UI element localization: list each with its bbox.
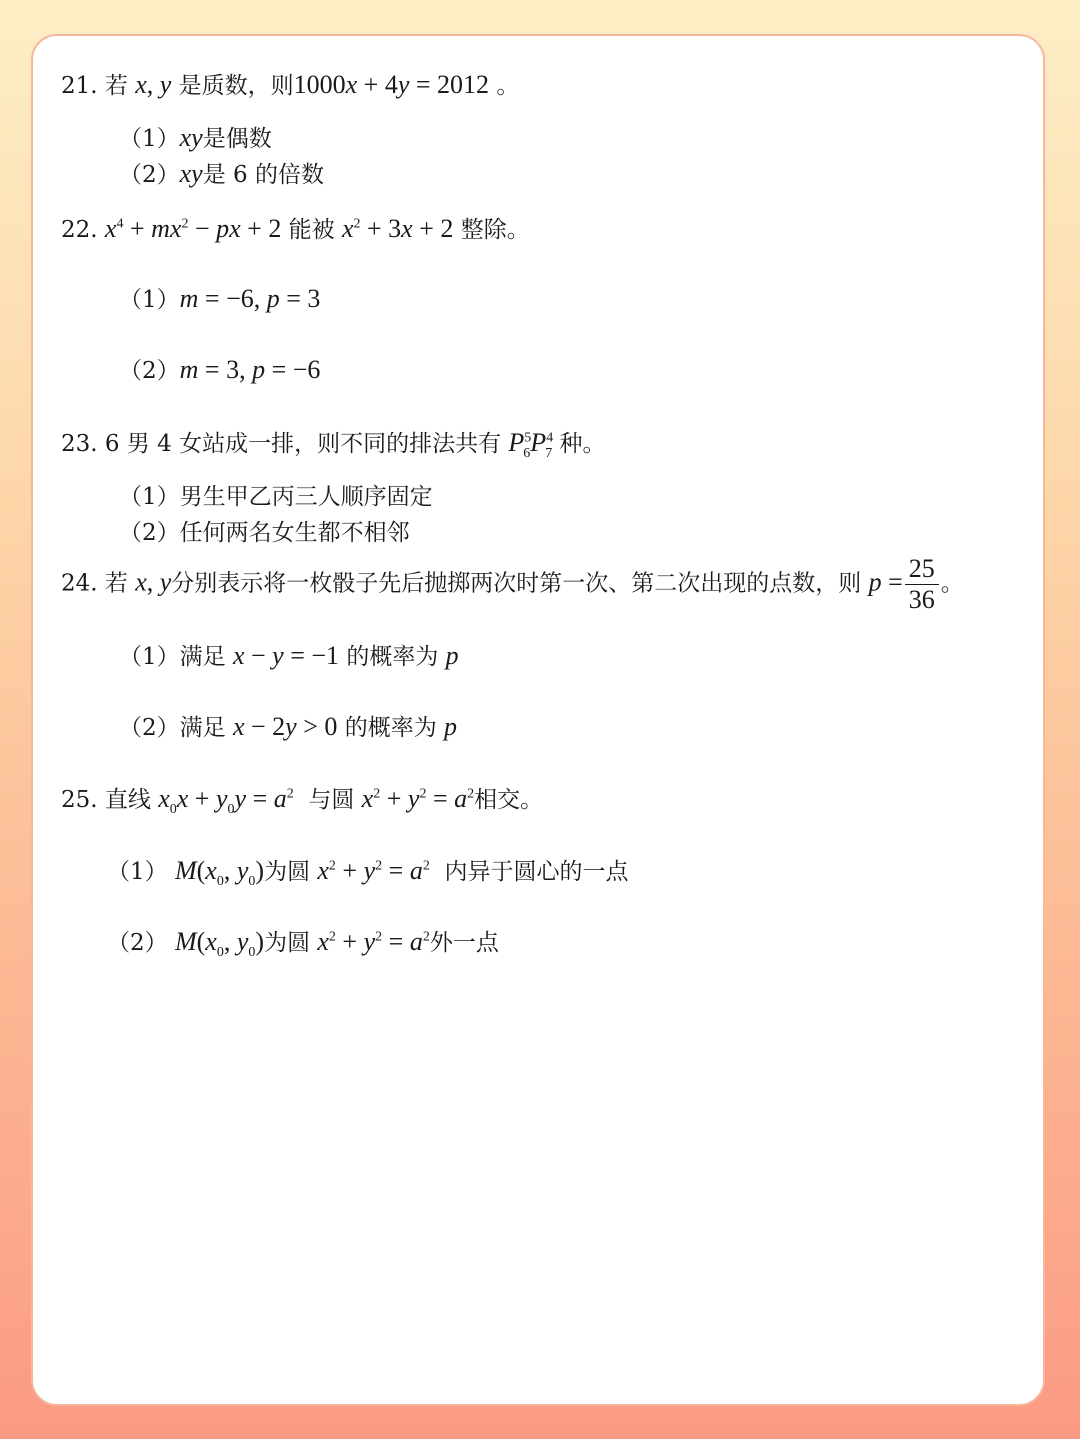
question-21-stem: 21. 若 x, y 是质数，则1000x + 4y = 2012 。 (61, 70, 520, 99)
question-number: 21. (61, 73, 98, 99)
question-22-option-2: （2）m = 3, p = −6 (119, 355, 321, 384)
question-number: 22. (61, 217, 98, 243)
question-23-option-1: （1）男生甲乙丙三人顺序固定 (119, 484, 433, 510)
question-24-stem: 24. 若 x, y分别表示将一枚骰子先后抛掷两次时第一次、第二次出现的点数，则 p = $\frac{25}{36}$ 。 (61, 554, 964, 614)
question-22-option-1: （1）m = −6, p = 3 (119, 284, 321, 313)
question-21-option-2: （2）xy是 6 的倍数 (119, 159, 324, 188)
fraction: $\frac{25}{36}$ (905, 554, 939, 615)
question-21-option-1: （1）xy是偶数 (119, 123, 272, 152)
question-card (31, 34, 1045, 1406)
question-25-option-1: （1） $M(x_0$, $y_0$)为圆 $x^2 + y^2 = a^2$ 内异于圆心的一点 (107, 856, 629, 890)
question-24-option-1: （1）满足 x − y = −1 的概率为 p (119, 641, 459, 670)
question-number: 24. (61, 570, 98, 597)
question-23-option-2: （2）任何两名女生都不相邻 (119, 520, 410, 546)
question-24-option-2: （2）满足 x − 2y > 0 的概率为 p (119, 712, 458, 741)
question-25-option-2: （2） $M(x_0$, $y_0$)为圆 $x^2 + y^2 = a^2$外一点 (107, 927, 499, 961)
question-number: 23. (61, 431, 98, 457)
question-25-stem: 25. 直线 $x_0x + y_0y = a^2$ 与圆 $x^2 + y^2 = a^2$相交。 (61, 784, 544, 818)
question-22-stem: 22. $x^4 + mx^2$ − px + 2 能被 $x^2 + 3x + 2$ 整除。 (61, 214, 530, 243)
question-23-stem: 23. 6 男 4 女站成一排，则不同的排法共有 $P^5_6P^4_7$ 种。 (61, 428, 606, 462)
question-number: 25. (61, 787, 98, 813)
